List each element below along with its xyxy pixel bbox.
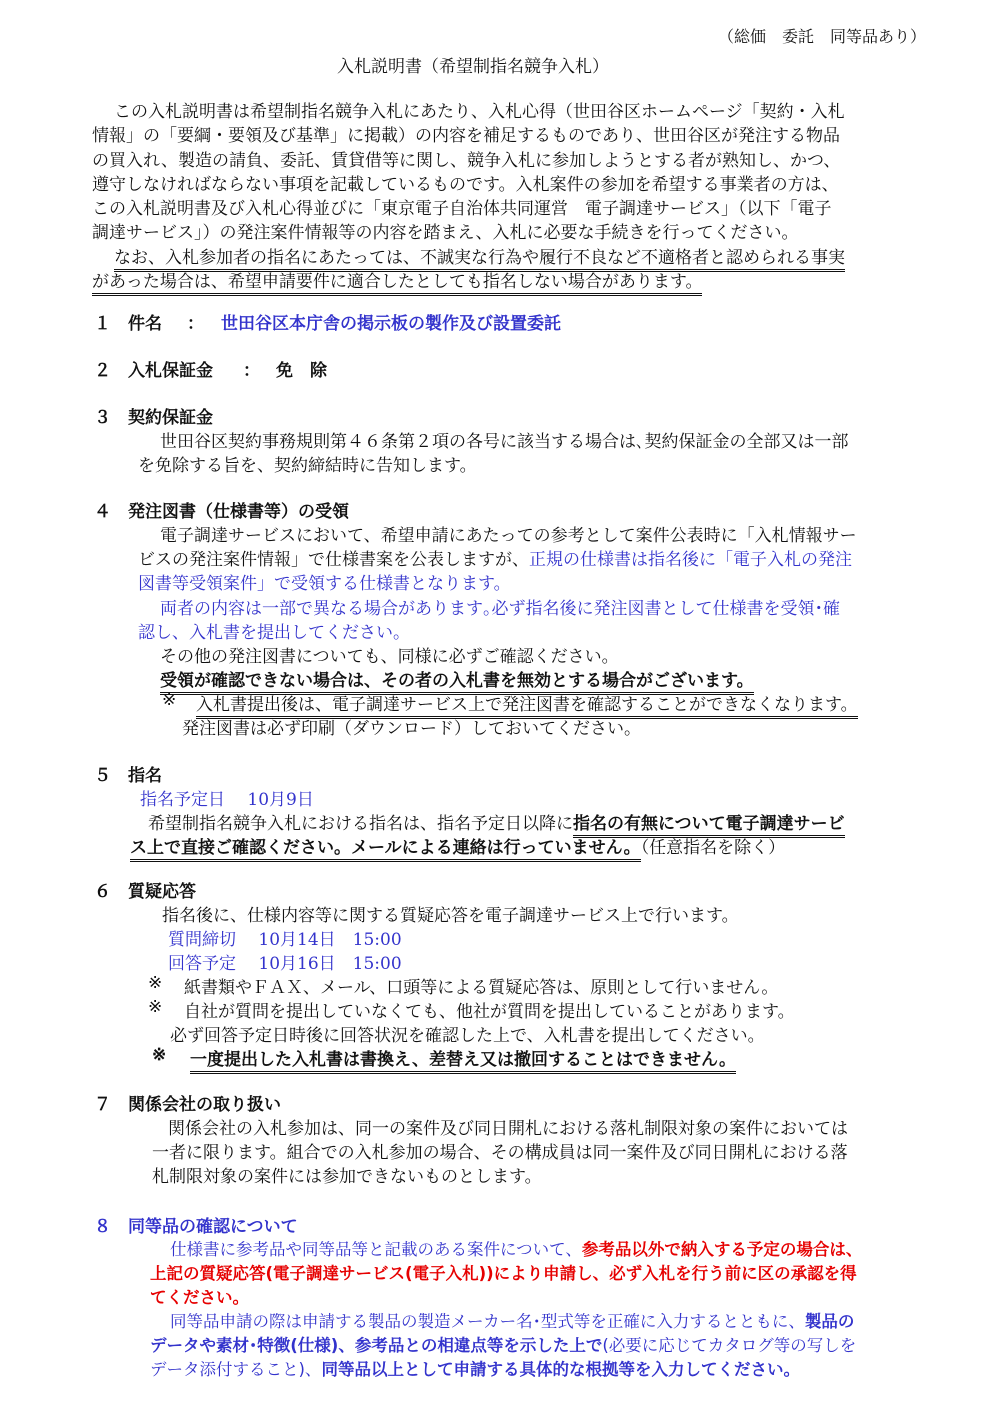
body-line: その他の発注図書についても、同様に必ずご確認ください。: [160, 647, 619, 667]
note-line: 発注図書は必ず印刷（ダウンロード）しておいてください。: [182, 719, 641, 739]
warning-line: 受領が確認できない場合は、その者の入札書を無効とする場合がございます。: [160, 671, 754, 695]
warning-line: 一度提出した入札書は書換え、差替え又は撤回することはできません。: [190, 1050, 736, 1074]
note-mark: ※: [148, 997, 163, 1017]
section-number: ８: [94, 1217, 111, 1237]
body-line: [148, 809, 845, 834]
highlight-text: 同等品以上として申請する具体的な根拠等を入力してください。: [321, 1360, 800, 1379]
section-label: 同等品の確認について: [128, 1217, 298, 1237]
intro-note-line: があった場合は、希望申請要件に適合したとしても指名しない場合があります。: [92, 272, 702, 296]
section-number: ７: [94, 1095, 111, 1115]
section-number: ２: [94, 361, 111, 381]
section-label: 入札保証金: [128, 361, 213, 381]
intro-line: の買入れ、製造の請負、委託、賃貸借等に関し、競争入札に参加しようとする者が熟知し、かつ、: [92, 151, 841, 171]
section-number: ３: [94, 408, 111, 428]
note-line: 入札書提出後は、電子調達サービス上で発注図書を確認することができなくなります。: [196, 695, 858, 719]
highlight-text: 正規の仕様書は指名後に「電子入札の発注: [529, 550, 852, 570]
intro-line: 情報」の「要綱・要領及び基準」に掲載）の内容を補足するものであり、世田谷区が発注する物品: [92, 126, 840, 146]
body-text: 仕様書に参考品や同等品等と記載のある案件について、: [170, 1240, 582, 1259]
body-line: 関係会社の入札参加は、同一の案件及び同日開札における落札制限対象の案件においては: [168, 1119, 848, 1139]
designation-date: 指名予定日 10月9日: [140, 790, 314, 810]
body-text: データ添付すること)、: [150, 1360, 322, 1379]
intro-line: 遵守しなければならない事項を記載しているものです。入札案件の参加を希望する事業者の方は、: [92, 175, 839, 195]
body-line: てください。: [150, 1288, 249, 1307]
highlight-text: 指名の有無について電子調達サービ: [573, 814, 845, 838]
intro-line: この入札説明書は希望制指名競争入札にあたり、入札心得（世田谷区ホームページ「契約・入札: [114, 102, 845, 122]
body-line: [170, 1308, 854, 1332]
body-text: （任意指名を除く）: [640, 838, 786, 858]
body-line: 札制限対象の案件には参加できないものとします。: [152, 1167, 542, 1187]
body-line: 電子調達サービスにおいて、希望申請にあたっての参考として案件公表時に「入札情報サー: [160, 526, 857, 546]
highlight-text: 製品の: [804, 1312, 855, 1331]
highlight-text: 参考品以外で納入する予定の場合は、: [581, 1240, 863, 1259]
body-line: 一者に限ります。組合での入札参加の場合、その構成員は同一案件及び同日開札における落: [152, 1143, 848, 1163]
section-label: 関係会社の取り扱い: [128, 1095, 281, 1115]
section-label: 件名: [128, 314, 162, 334]
body-text: 同等品申請の際は申請する製品の製造メーカー名･型式等を正確に入力するとともに、: [170, 1312, 805, 1331]
section-number: ６: [94, 882, 111, 902]
note-mark: ※: [148, 973, 163, 993]
body-line: 上記の質疑応答(電子調達サービス(電子入札))により申請し、必ず入札を行う前に区の承認を得: [150, 1264, 857, 1283]
answer-date: 回答予定 10月16日 15:00: [168, 954, 402, 974]
section-label: 質疑応答: [128, 882, 196, 902]
document-title: 入札説明書（希望制指名競争入札）: [337, 57, 609, 77]
body-line: 図書等受領案件」で受領する仕様書となります。: [138, 574, 511, 594]
intro-line: この入札説明書及び入札心得並びに「東京電子自治体共同運営 電子調達サービス」（以下「電子: [92, 199, 832, 219]
section-label: 指名: [128, 766, 162, 786]
body-line: 認し、入札書を提出してください。: [138, 623, 410, 643]
bid-bond-value: 免 除: [276, 361, 327, 381]
body-line: を免除する旨を、契約締結時に告知します。: [138, 456, 477, 476]
body-line: [130, 833, 785, 858]
note-line: 自社が質問を提出していなくても、他社が質問を提出していることがあります。: [184, 1002, 795, 1022]
body-text: ビスの発注案件情報」で仕様書案を公表しますが、: [138, 550, 529, 570]
note-mark: ※: [152, 1045, 167, 1065]
question-deadline: 質問締切 10月14日 15:00: [168, 930, 402, 950]
body-line: [150, 1332, 856, 1356]
subject-name: 世田谷区本庁舎の掲示板の製作及び設置委託: [221, 314, 561, 334]
separator: ：: [187, 314, 204, 334]
section-number: ４: [94, 502, 111, 522]
highlight-text: データや素材･特徴(仕様)、参考品との相違点等を示した上で: [150, 1336, 603, 1355]
section-label: 発注図書（仕様書等）の受領: [128, 502, 349, 522]
body-line: [138, 545, 852, 570]
note-mark: ※: [162, 690, 177, 710]
section-number: ５: [94, 766, 111, 786]
body-line: [170, 1236, 862, 1260]
section-number: １: [94, 314, 111, 334]
highlight-text: ス上で直接ご確認ください。メールによる連絡は行っていません。: [130, 838, 641, 862]
body-line: 指名後に、仕様内容等に関する質疑応答を電子調達サービス上で行います。: [162, 906, 739, 926]
intro-line: 調達サービス」）の発注案件情報等の内容を踏まえ、入札に必要な手続きを行ってください。: [92, 223, 799, 243]
body-text: (必要に応じてカタログ等の写しを: [602, 1336, 857, 1355]
body-line: 両者の内容は一部で異なる場合があります｡必ず指名後に発注図書として仕様書を受領･確: [160, 599, 840, 619]
body-text: 希望制指名競争入札における指名は、指名予定日以降に: [148, 814, 573, 834]
body-line: [150, 1356, 800, 1380]
note-line: 紙書類やＦＡＸ、メール、口頭等による質疑応答は、原則として行いません。: [184, 978, 779, 998]
separator: ：: [243, 361, 260, 381]
section-label: 契約保証金: [128, 408, 213, 428]
body-line: 世田谷区契約事務規則第４６条第２項の各号に該当する場合は､契約保証金の全部又は一部: [160, 432, 849, 452]
intro-note-line: なお、入札参加者の指名にあたっては、不誠実な行為や履行不良など不適格者と認められる事実: [114, 248, 845, 272]
note-line: 必ず回答予定日時後に回答状況を確認した上で、入札書を提出してください。: [170, 1026, 765, 1046]
document-tag: （総価 委託 同等品あり）: [718, 27, 927, 46]
